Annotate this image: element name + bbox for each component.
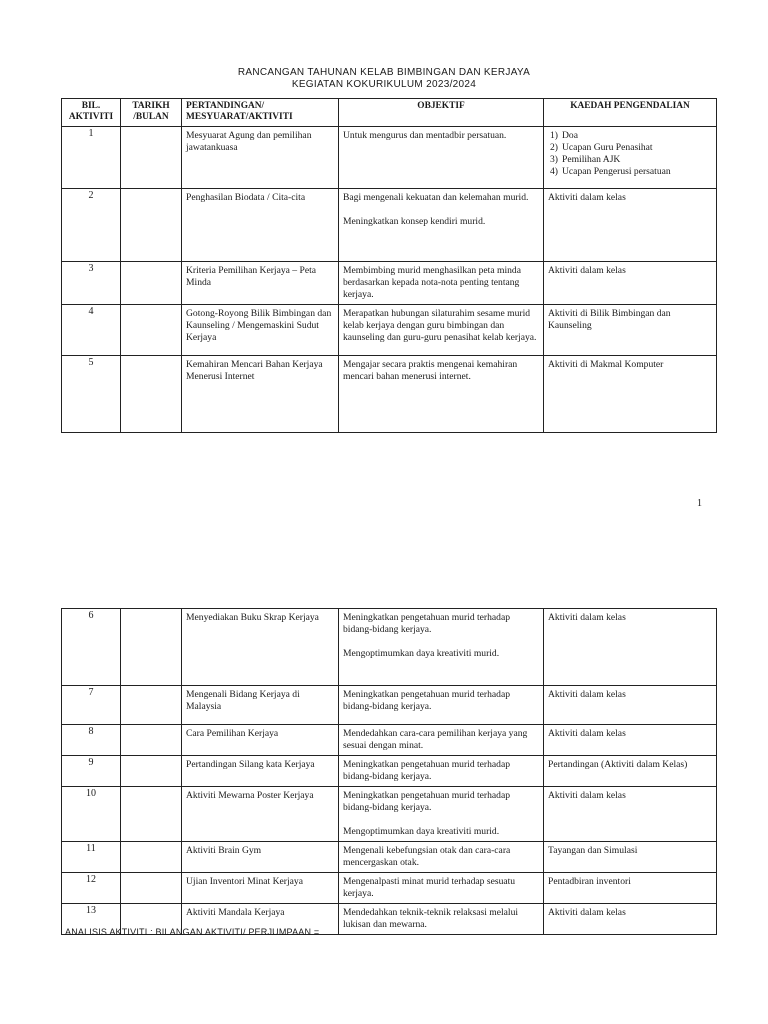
objective-paragraph: Meningkatkan pengetahuan murid terhadap bidang-bidang kerjaya. <box>343 689 511 712</box>
objective-paragraph: Untuk mengurus dan mentadbir persatuan. <box>343 130 507 141</box>
method-list-item: 1) Doa <box>550 130 578 141</box>
method-list-item: 3) Pemilihan AJK <box>550 154 621 165</box>
row-date <box>121 787 182 842</box>
table-row <box>62 305 717 356</box>
row-number: 7 <box>62 686 121 725</box>
header-objektif: OBJEKTIF <box>339 99 544 127</box>
row-method: Pentadbiran inventori <box>544 873 717 904</box>
row-date <box>121 305 182 356</box>
method-list <box>548 130 712 178</box>
row-objective <box>339 609 544 686</box>
row-activity: Penghasilan Biodata / Cita-cita <box>182 189 339 262</box>
row-method: Tayangan dan Simulasi <box>544 842 717 873</box>
table-row <box>62 873 717 904</box>
row-date <box>121 356 182 433</box>
table-row <box>62 686 717 725</box>
document-subtitle: KEGIATAN KOKURIKULUM 2023/2024 <box>291 79 477 90</box>
header-kaedah: KAEDAH PENGENDALIAN <box>544 99 717 127</box>
objective-paragraph: Mendedahkan cara-cara pemilihan kerjaya yang sesuai dengan minat. <box>343 728 528 751</box>
row-objective <box>339 756 544 787</box>
row-method: Aktiviti dalam kelas <box>544 609 717 686</box>
row-date <box>121 609 182 686</box>
row-activity: Mesyuarat Agung dan pemilihan jawatankuasa <box>182 127 339 189</box>
row-number: 2 <box>62 189 121 262</box>
objective-paragraph: Meningkatkan konsep kendiri murid. <box>343 216 486 227</box>
row-number: 13 <box>62 904 121 935</box>
row-number: 5 <box>62 356 121 433</box>
row-objective <box>339 127 544 189</box>
header-bil: BIL. AKTIVITI <box>62 99 121 127</box>
objective-paragraph: Mengoptimumkan daya kreativiti murid. <box>343 648 500 659</box>
row-method: Aktiviti dalam kelas <box>544 725 717 756</box>
row-date <box>121 189 182 262</box>
row-date <box>121 262 182 305</box>
table-row <box>62 725 717 756</box>
table-row <box>62 756 717 787</box>
row-activity: Mengenali Bidang Kerjaya di Malaysia <box>182 686 339 725</box>
row-objective <box>339 262 544 305</box>
row-date <box>121 873 182 904</box>
objective-paragraph: Meningkatkan pengetahuan murid terhadap bidang-bidang kerjaya. <box>343 759 511 782</box>
table-row <box>62 262 717 305</box>
row-method: Aktiviti dalam kelas <box>544 686 717 725</box>
objective-paragraph: Mengajar secara praktis mengenai kemahiran mencari bahan menerusi internet. <box>343 359 518 382</box>
objective-paragraph: Merapatkan hubungan silaturahim sesame murid kelab kerjaya dengan guru bimbingan dan kaunseling dan guru-guru penasihat kelab kerjaya. <box>343 308 537 343</box>
row-number: 3 <box>62 262 121 305</box>
row-objective <box>339 842 544 873</box>
row-activity: Aktiviti Brain Gym <box>182 842 339 873</box>
table-row <box>62 356 717 433</box>
row-date <box>121 686 182 725</box>
objective-paragraph: Mengenali kebefungsian otak dan cara-cara mencergaskan otak. <box>343 845 511 868</box>
table-row <box>62 787 717 842</box>
method-list-item: 4) Ucapan Pengerusi persatuan <box>550 166 671 177</box>
row-number: 12 <box>62 873 121 904</box>
activity-table-page-2 <box>61 608 717 935</box>
header-aktiviti: PERTANDINGAN/ MESYUARAT/AKTIVITI <box>182 99 339 127</box>
row-date <box>121 756 182 787</box>
row-objective <box>339 686 544 725</box>
row-objective <box>339 904 544 935</box>
row-activity: Kriteria Pemilihan Kerjaya – Peta Minda <box>182 262 339 305</box>
row-objective <box>339 305 544 356</box>
row-objective <box>339 873 544 904</box>
row-number: 1 <box>62 127 121 189</box>
row-method: Aktiviti dalam kelas <box>544 262 717 305</box>
row-activity: Ujian Inventori Minat Kerjaya <box>182 873 339 904</box>
row-activity: Cara Pemilihan Kerjaya <box>182 725 339 756</box>
row-activity: Menyediakan Buku Skrap Kerjaya <box>182 609 339 686</box>
row-date <box>121 842 182 873</box>
row-method: Aktiviti di Makmal Komputer <box>544 356 717 433</box>
row-number: 10 <box>62 787 121 842</box>
row-objective <box>339 189 544 262</box>
row-activity: Gotong-Royong Bilik Bimbingan dan Kaunseling / Mengemaskini Sudut Kerjaya <box>182 305 339 356</box>
objective-paragraph: Mendedahkan teknik-teknik relaksasi melalui lukisan dan mewarna. <box>343 907 519 930</box>
objective-paragraph: Meningkatkan pengetahuan murid terhadap bidang-bidang kerjaya. <box>343 790 511 813</box>
row-number: 8 <box>62 725 121 756</box>
page-number: 1 <box>697 498 702 509</box>
row-date <box>121 725 182 756</box>
objective-paragraph: Meningkatkan pengetahuan murid terhadap bidang-bidang kerjaya. <box>343 612 511 635</box>
row-method: Aktiviti di Bilik Bimbingan dan Kaunseling <box>544 305 717 356</box>
row-activity: Kemahiran Mencari Bahan Kerjaya Menerusi Internet <box>182 356 339 433</box>
table-row <box>62 189 717 262</box>
method-list-item: 2) Ucapan Guru Penasihat <box>550 142 653 153</box>
row-method <box>544 127 717 189</box>
row-activity: Aktiviti Mewarna Poster Kerjaya <box>182 787 339 842</box>
header-tarikh: TARIKH /BULAN <box>121 99 182 127</box>
row-activity: Aktiviti Mandala Kerjaya <box>182 904 339 935</box>
row-method: Aktiviti dalam kelas <box>544 904 717 935</box>
activity-table-page-1 <box>61 98 717 433</box>
row-number: 9 <box>62 756 121 787</box>
row-method: Aktiviti dalam kelas <box>544 787 717 842</box>
row-number: 6 <box>62 609 121 686</box>
row-activity: Pertandingan Silang kata Kerjaya <box>182 756 339 787</box>
document-title: RANCANGAN TAHUNAN KELAB BIMBINGAN DAN KERJAYA <box>237 67 531 78</box>
table-row <box>62 609 717 686</box>
row-method: Aktiviti dalam kelas <box>544 189 717 262</box>
row-objective <box>339 787 544 842</box>
row-method: Pertandingan (Aktiviti dalam Kelas) <box>544 756 717 787</box>
objective-paragraph: Membimbing murid menghasilkan peta minda berdasarkan kepada nota-nota penting tentang kerjaya. <box>343 265 521 300</box>
row-date <box>121 127 182 189</box>
row-number: 11 <box>62 842 121 873</box>
row-number: 4 <box>62 305 121 356</box>
row-objective <box>339 725 544 756</box>
row-objective <box>339 356 544 433</box>
table-row <box>62 127 717 189</box>
table-row <box>62 842 717 873</box>
objective-paragraph: Mengoptimumkan daya kreativiti murid. <box>343 826 500 837</box>
activity-analysis-footer: ANALISIS AKTIVITI : BILANGAN AKTIVITI/ PERJUMPAAN = <box>65 927 320 937</box>
objective-paragraph: Bagi mengenali kekuatan dan kelemahan murid. <box>343 192 529 203</box>
objective-paragraph: Mengenalpasti minat murid terhadap sesuatu kerjaya. <box>343 876 516 899</box>
